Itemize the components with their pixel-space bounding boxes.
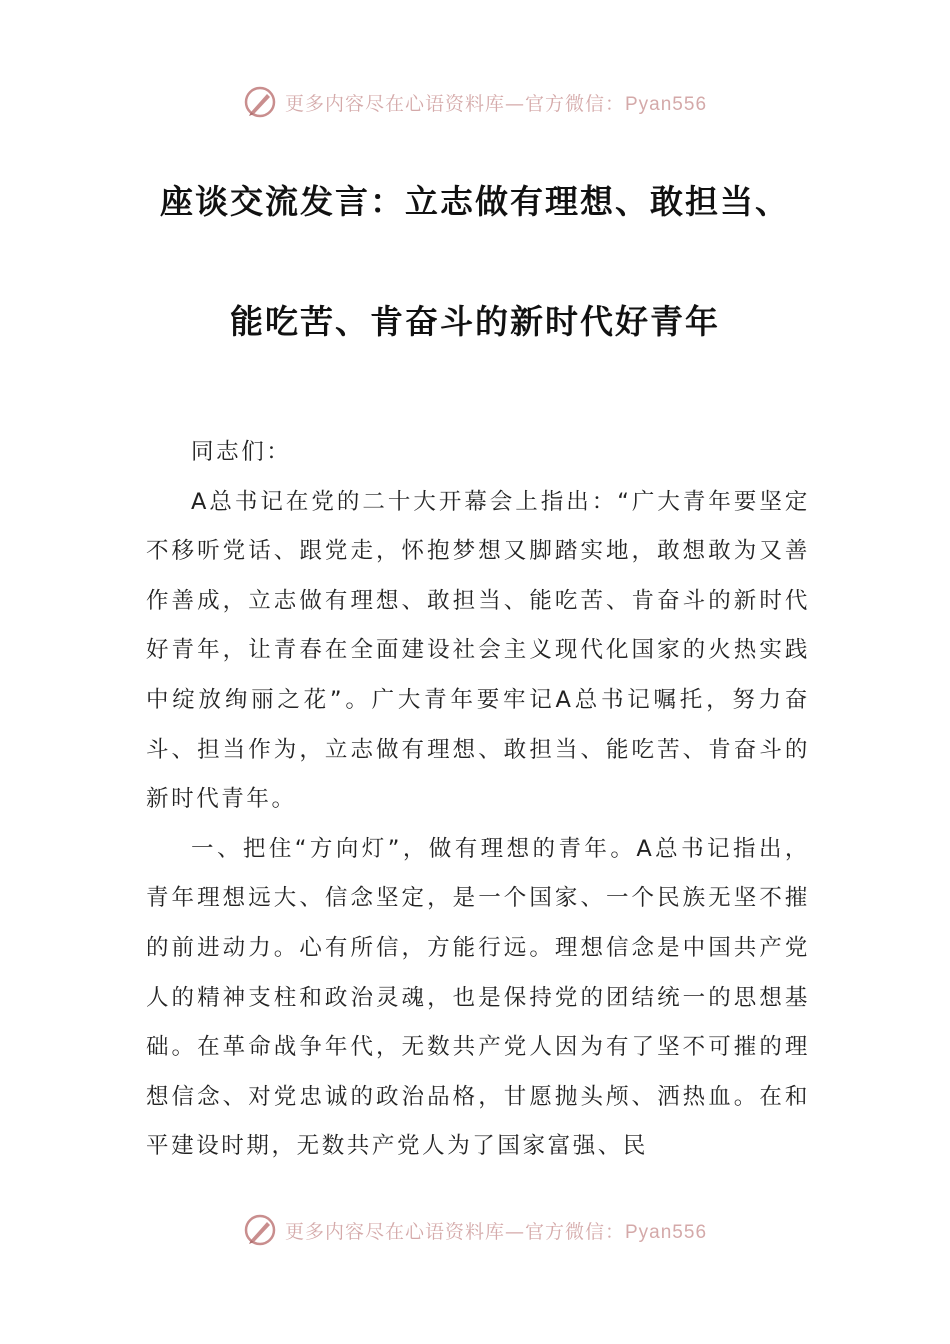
- pen-logo-icon: [243, 1213, 277, 1247]
- document-body: [146, 428, 810, 1172]
- body-paragraph-1: A总书记在党的二十大开幕会上指出：“广大青年要坚定不移听党话、跟党走，怀抱梦想又脚踏实地，敢想敢为又善作善成，立志做有理想、敢担当、能吃苦、肯奋斗的新时代好青年，让青春在全面建设社会主义现代化国家的火热实践中绽放绚丽之花”。广大青年要牢记A总书记嘱托，努力奋斗、担当作为，立志做有理想、敢担当、能吃苦、肯奋斗的新时代青年。: [146, 488, 810, 813]
- watermark-text: 更多内容尽在心语资料库—官方微信：Pyan556: [284, 1220, 708, 1243]
- footer-watermark: [0, 1210, 950, 1250]
- pen-logo-icon: [243, 85, 277, 119]
- header-watermark: [0, 82, 950, 122]
- salutation: 同志们：: [191, 439, 292, 465]
- document-title-line-1: 座谈交流发言：立志做有理想、敢担当、: [160, 182, 790, 221]
- document-title-line-2: 能吃苦、肯奋斗的新时代好青年: [230, 302, 720, 341]
- body-paragraph-2: 一、把住“方向灯”，做有理想的青年。A总书记指出，青年理想远大、信念坚定，是一个国家、一个民族无坚不摧的前进动力。心有所信，方能行远。理想信念是中国共产党人的精神支柱和政治灵魂，也是保持党的团结统一的思想基础。在革命战争年代，无数共产党人因为有了坚不可摧的理想信念、对党忠诚的政治品格，甘愿抛头颅、洒热血。在和平建设时期，无数共产党人为了国家富强、民: [146, 835, 810, 1160]
- watermark-text: 更多内容尽在心语资料库—官方微信：Pyan556: [284, 92, 708, 115]
